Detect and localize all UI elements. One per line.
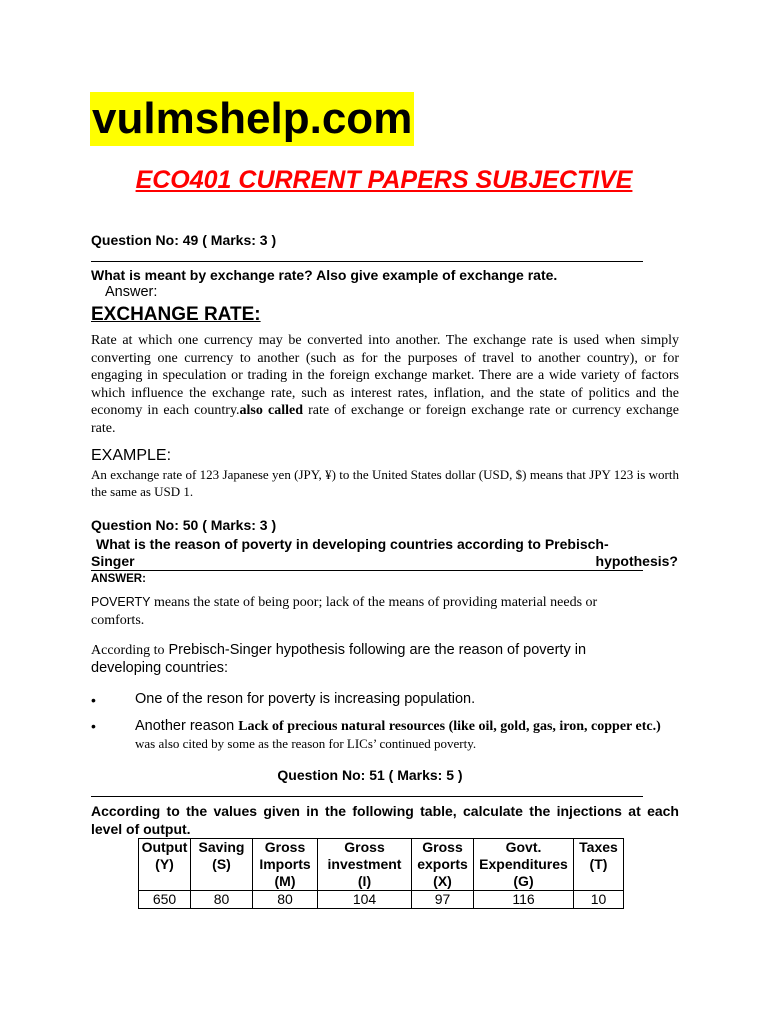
bullet-2 xyxy=(135,717,680,736)
bullet-2-tail: was also cited by some as the reason for LICs’ continued poverty. xyxy=(135,736,477,751)
question-49-heading: Question No: 49 ( Marks: 3 ) xyxy=(91,232,277,248)
col-gross-investment: Gross investment (I) xyxy=(318,839,412,891)
col-govt-expenditures: Govt. Expenditures (G) xyxy=(474,839,574,891)
table-cell: 650 xyxy=(139,891,191,909)
table-cell: 97 xyxy=(412,891,474,909)
question-50-line2-left: Singer xyxy=(91,553,135,569)
example-heading: EXAMPLE: xyxy=(91,447,172,464)
bullet-icon: • xyxy=(91,718,96,734)
definition-bold: also called xyxy=(239,403,303,418)
question-51-text: According to the values given in the following table, calculate the injections at each level of output. xyxy=(91,803,679,837)
bullet-icon: • xyxy=(91,692,96,708)
document-title: ECO401 CURRENT PAPERS SUBJECTIVE xyxy=(135,166,633,194)
according-text: Prebisch-Singer hypothesis following are the reason of poverty in developing countries: xyxy=(91,642,587,676)
poverty-def-text: means the state of being poor; lack of the means of providing material needs or comforts. xyxy=(91,595,598,628)
question-51-heading: Question No: 51 ( Marks: 5 ) xyxy=(277,767,463,783)
exchange-rate-definition xyxy=(91,332,679,437)
col-gross-imports: Gross Imports (M) xyxy=(253,839,318,891)
values-table xyxy=(138,838,624,909)
table-cell: 80 xyxy=(253,891,318,909)
table-cell: 104 xyxy=(318,891,412,909)
col-output: Output (Y) xyxy=(139,839,191,891)
bullet-1-text: One of the reson for poverty is increasing population. xyxy=(135,691,476,707)
bullet-2-bold: Lack of precious natural resources (like oil, gold, gas, iron, copper etc.) xyxy=(238,719,661,734)
according-prefix: According to xyxy=(91,643,165,658)
answer-label: Answer: xyxy=(105,284,158,300)
divider xyxy=(91,796,643,797)
answer-label: ANSWER: xyxy=(91,573,146,585)
according-paragraph xyxy=(91,642,651,677)
col-gross-exports: Gross exports (X) xyxy=(412,839,474,891)
question-49-text: What is meant by exchange rate? Also give example of exchange rate. xyxy=(91,267,558,283)
col-saving: Saving (S) xyxy=(191,839,253,891)
poverty-definition xyxy=(91,594,651,629)
question-50-heading: Question No: 50 ( Marks: 3 ) xyxy=(91,517,277,533)
table-cell: 10 xyxy=(574,891,624,909)
definition-text: Rate at which one currency may be converted into another. The exchange rate is used when simply converting one currency to another (such as for the purposes of travel to another country), or for engaging in speculation or trading in the foreign exchange market. There are a wide variety of factors which influence the exchange rate, such as interest rates, inflation, and the state of politics and the economy in each country. xyxy=(91,333,679,418)
col-taxes: Taxes (T) xyxy=(574,839,624,891)
question-50-line1: What is the reason of poverty in developing countries according to Prebisch- xyxy=(96,536,609,552)
divider xyxy=(91,261,643,262)
poverty-term: POVERTY xyxy=(91,595,151,609)
table-cell: 80 xyxy=(191,891,253,909)
table-cell: 116 xyxy=(474,891,574,909)
divider xyxy=(91,570,643,571)
exchange-rate-heading: EXCHANGE RATE: xyxy=(91,304,261,325)
definition-tail: rate of exchange or foreign exchange rate or currency exchange rate. xyxy=(91,403,679,436)
table-header-row xyxy=(139,839,624,891)
site-title: vulmshelp.com xyxy=(90,92,414,146)
table-row xyxy=(139,891,624,909)
question-50-line2-right: hypothesis? xyxy=(595,553,678,569)
bullet-2-prefix: Another reason xyxy=(135,718,239,734)
example-text: An exchange rate of 123 Japanese yen (JPY, ¥) to the United States dollar (USD, $) means that JPY 123 is worth the same as USD 1. xyxy=(91,467,679,499)
